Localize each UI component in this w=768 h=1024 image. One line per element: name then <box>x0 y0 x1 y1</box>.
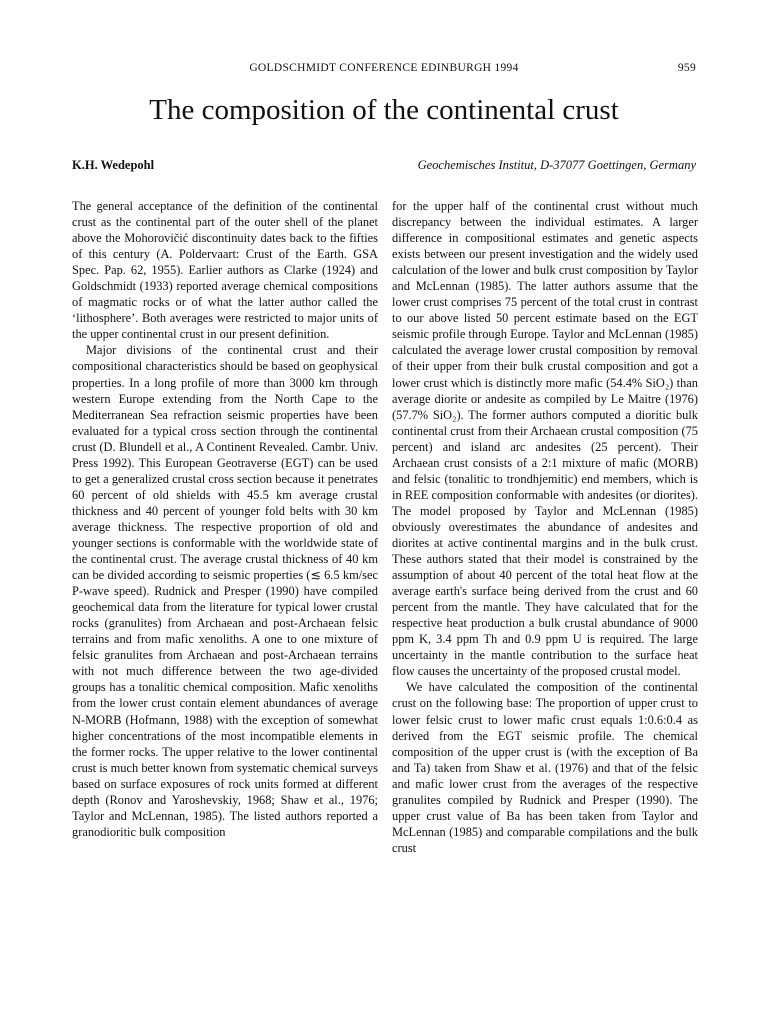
byline <box>72 158 696 176</box>
conference-name: GOLDSCHMIDT CONFERENCE EDINBURGH 1994 <box>249 62 519 74</box>
article-title: The composition of the continental crust <box>149 94 619 126</box>
right-column <box>392 198 698 968</box>
running-head <box>0 62 768 78</box>
page-number: 959 <box>677 62 696 74</box>
paragraph-intro: The general acceptance of the definition of the continental crust as the continental part of the outer shell of the planet above the Mohorovičić discontinuity dates back to the fifties of this century (A. Poldervaart: Crust of the Earth. GSA Spec. Pap. 62, 1955). Earlier authors as Clarke (1924) and Goldschmidt (1933) reported average chemical compositions of magmatic rocks or of what the latter author called the ‘lithosphere’. Both averages were restricted to major units of the upper continental crust in our present definition. <box>72 199 378 342</box>
paragraph-continued: for the upper half of the continental crust without much discrepancy between the individual estimates. A larger difference in compositional estimates and genetic aspects exists between our present investigation and the widely used calculation of the lower and bulk crust composition by Taylor and McLennan (1985). The latter authors assume that the lower crust comprises 75 percent of the total crust in contrast to our above listed 50 percent estimate based on the EGT seismic profile through Europe. Taylor and McLennan (1985) calculated the average lower crustal composition by removal of their upper from their bulk crustal composition and got a lower crust which is distinctly more mafic (54.4% SiO₂) than average diorite or andesite as compiled by Le Maitre (1976) (57.7% SiO₂). The former authors computed a dioritic bulk continental crust from their Archaean crustal composition (75 percent) and island arc andesites (25 percent). Their Archaean crust consists of a 2:1 mixture of mafic (MORB) and felsic (tonalitic to trondhjemitic) end members, which is in REE composition conformable with andesites (or diorites). The model proposed by Taylor and McLennan (1985) obviously overestimates the abundance of andesites and diorites at active continental margins and in the bulk crust. These authors stated that their model is constrained by the assumption of about 40 percent of the total heat flow at the average earth's surface being derived from the crust and 60 percent from the mantle. They have calculated that for the respective heat production a bulk crustal abundance of 9000 ppm K, 3.4 ppm Th and 0.9 ppm U is required. The large uncertainty in the mantle contribution to the surface heat flow causes the uncertainty of the proposed crustal model. <box>392 199 698 679</box>
author-affiliation: Geochemisches Institut, D-37077 Goettingen, Germany <box>417 158 696 172</box>
paragraph-major-divisions: Major divisions of the continental crust and their compositional characteristics should be based on geophysical properties. In a long profile of more than 3000 km through western Europe extending from the North Cape to the Mediterranean Sea refraction seismic properties have been evaluated for a typical cross section through the continental crust (D. Blundell et al., A Continent Revealed. Cambr. Univ. Press 1992). This European Geotraverse (EGT) can be used to get a generalized crustal cross section because it penetrates 60 percent of old shields with 45.5 km average crustal thickness and 40 percent of younger fold belts with 30 km average thickness. The respective proportion of old and younger sections is conformable with the worldwide state of the continental crust. The average crustal thickness of 40 km can be divided according to seismic properties (≲ 6.5 km/sec P-wave speed). Rudnick and Presper (1990) have compiled geochemical data from the literature for typical lower crustal rocks (granulites) from Archaean and post-Archaean felsic terrains and from mafic xenoliths. A one to one mixture of felsic granulites from Archaean and post-Archaean terrains with not much difference between the two age-divided groups has a tonalitic chemical composition. Mafic xenoliths from the lower crust contain element abundances of average N-MORB (Hofmann, 1988) with the exception of somewhat higher concentrations of the most incompatible elements in the former rocks. The upper relative to the lower continental crust is much better known from systematic chemical surveys based on surface exposures of rock units formed at different depth (Ronov and Yaroshevskiy, 1968; Shaw et al., 1976; Taylor and McLennan, 1985). The listed authors reported a granodioritic bulk composition <box>72 343 378 839</box>
paragraph-calculation: We have calculated the composition of the continental crust on the following base: The proportion of upper crust to lower felsic crust to lower mafic crust equals 1:0.6:0.4 as derived from the EGT seismic profile. The chemical composition of the upper crust is (with the exception of Ba and Ta) taken from Shaw et al. (1976) and that of the felsic and mafic lower crust from the averages of the respective granulites compiled by Rudnick and Presper (1990). The upper crust value of Ba has been taken from Taylor and McLennan (1985) and comparable compilations and the bulk crust <box>392 680 698 855</box>
left-column <box>72 198 378 968</box>
author-name: K.H. Wedepohl <box>72 158 155 172</box>
